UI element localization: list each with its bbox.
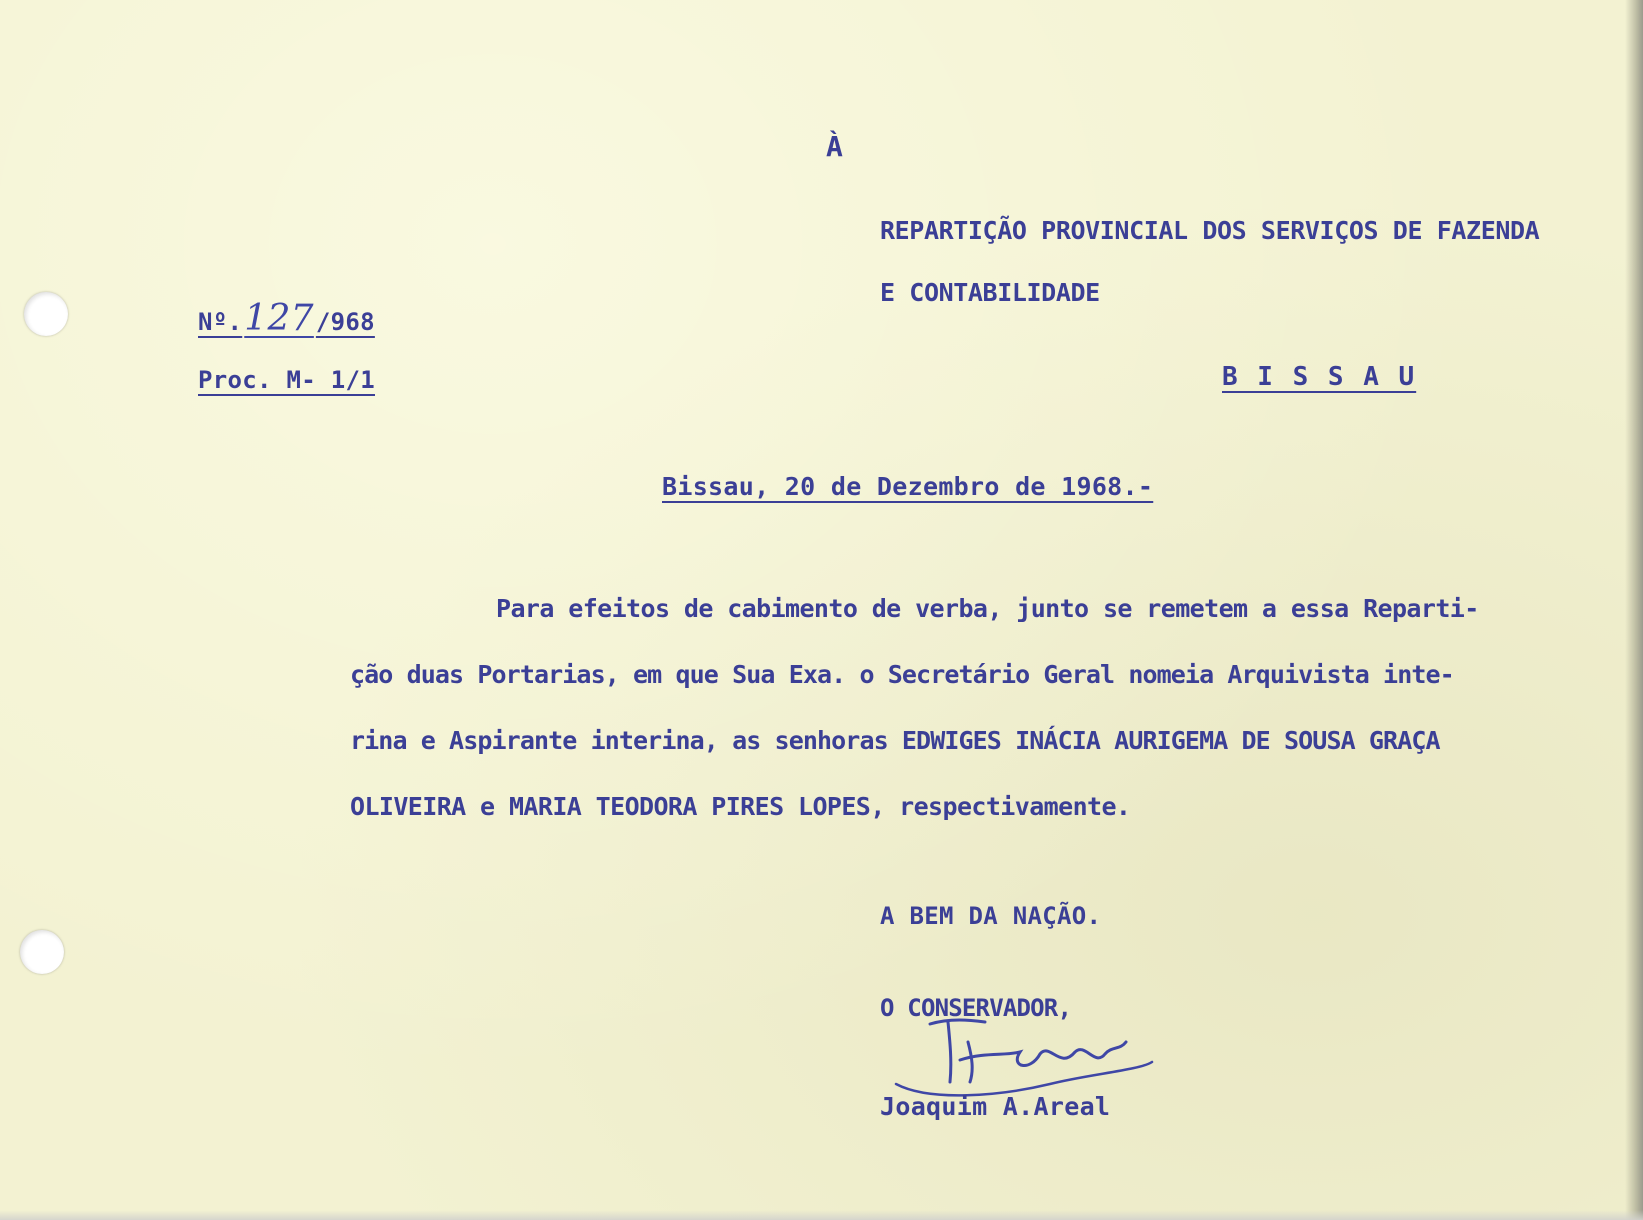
reference-number-prefix: Nº. <box>198 308 243 336</box>
reference-number-suffix: /968 <box>315 308 375 336</box>
process-reference: Proc. M- 1/1 <box>198 366 375 394</box>
signature-scribble <box>890 1012 1160 1102</box>
date-line: Bissau, 20 de Dezembro de 1968.- <box>662 472 1154 501</box>
body-line-3: rina e Aspirante interina, as senhoras EDWIGES INÁCIA AURIGEMA DE SOUSA GRAÇA <box>350 726 1440 755</box>
signatory-name: Joaquim A.Areal <box>880 1092 1111 1121</box>
body-line-4: OLIVEIRA e MARIA TEODORA PIRES LOPES, respectivamente. <box>350 792 1131 821</box>
recipient-line-2: E CONTABILIDADE <box>880 278 1100 307</box>
body-line-1: Para efeitos de cabimento de verba, junto se remetem a essa Reparti- <box>496 594 1479 623</box>
recipient-city: B I S S A U <box>1222 362 1417 392</box>
signatory-title: O CONSERVADOR, <box>880 994 1072 1022</box>
paper-edge-bottom <box>0 1210 1643 1220</box>
reference-number <box>198 298 375 339</box>
punch-hole-top <box>24 292 68 336</box>
closing-phrase: A BEM DA NAÇÃO. <box>880 902 1102 930</box>
recipient-line-1: REPARTIÇÃO PROVINCIAL DOS SERVIÇOS DE FAZENDA <box>880 216 1540 245</box>
body-line-2: ção duas Portarias, em que Sua Exa. o Secretário Geral nomeia Arquivista inte- <box>350 660 1454 689</box>
reference-number-handwritten: 127 <box>244 298 314 339</box>
punch-hole-bottom <box>20 930 64 974</box>
salutation: À <box>826 130 844 163</box>
paper-edge-right <box>1625 0 1643 1220</box>
